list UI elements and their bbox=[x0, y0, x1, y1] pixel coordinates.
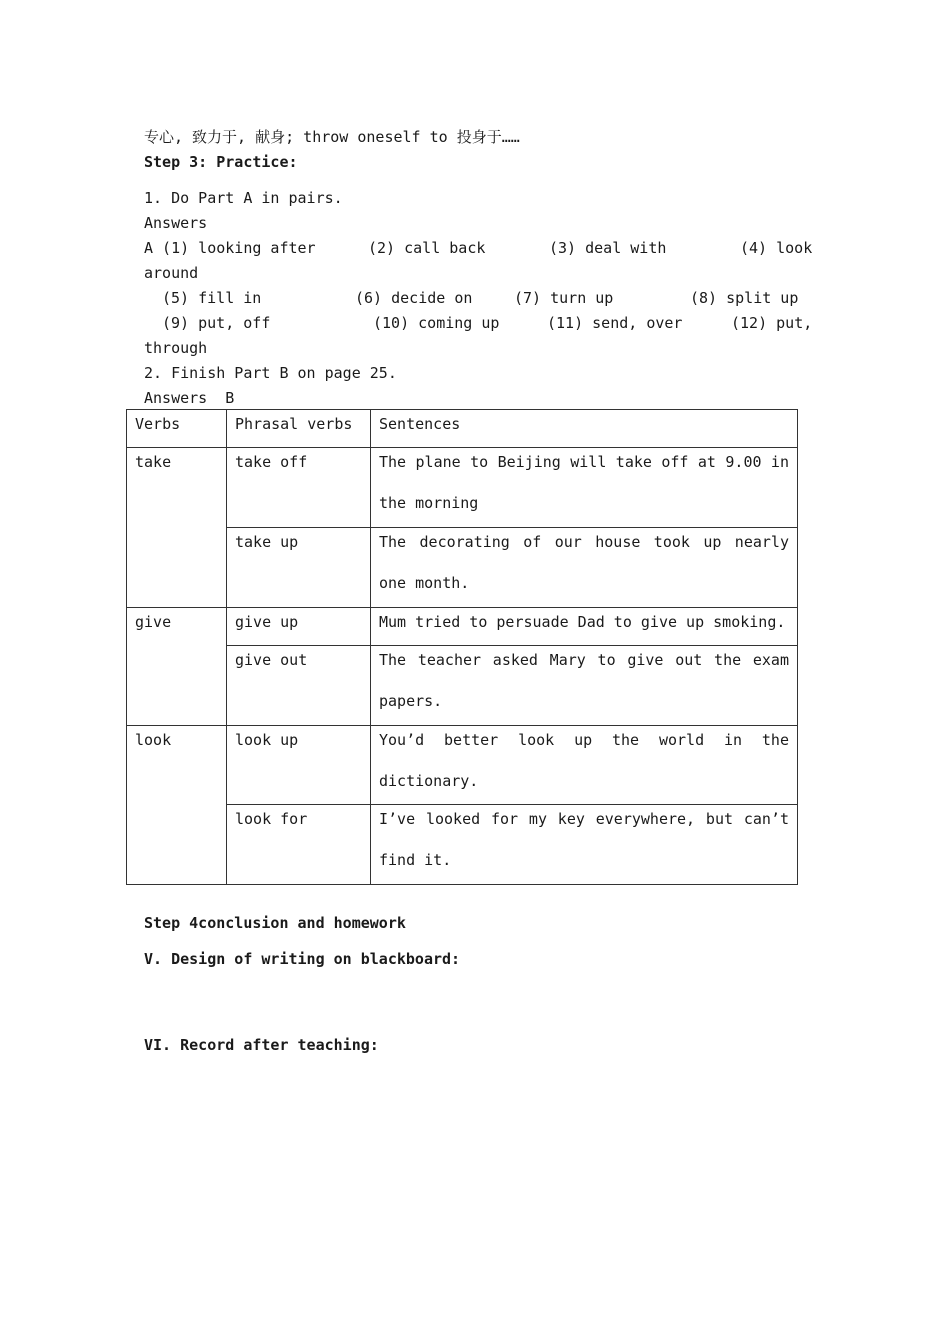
table-row bbox=[127, 726, 798, 805]
sentence-cell: Mum tried to persuade Dad to give up smoking. bbox=[371, 608, 798, 646]
section6-heading: VI. Record after teaching: bbox=[144, 1036, 379, 1054]
table-row bbox=[127, 528, 798, 608]
part-a-answer: (10) coming up bbox=[373, 314, 500, 332]
part-a-answer: (12) put, bbox=[731, 314, 813, 332]
part-a-prefix: A (1) looking after bbox=[144, 239, 316, 257]
item2-text: 2. Finish Part B on page 25. bbox=[144, 364, 397, 382]
verb-cell: take bbox=[127, 448, 227, 608]
phrasal-cell: look for bbox=[227, 805, 371, 885]
part-a-answer: (2) call back bbox=[368, 239, 486, 257]
phrasal-cell: look up bbox=[227, 726, 371, 805]
table-row bbox=[127, 646, 798, 726]
phrasal-cell: take off bbox=[227, 448, 371, 528]
part-a-answer: (4) look bbox=[740, 239, 813, 257]
verb-cell: look bbox=[127, 726, 227, 885]
part-a-answer: (3) deal with bbox=[549, 239, 667, 257]
part-a-row1-wrap: around bbox=[144, 264, 199, 282]
phrasal-verbs-table bbox=[126, 409, 798, 885]
part-a-answer: (8) split up bbox=[690, 289, 799, 307]
answers-b-label: Answers B bbox=[144, 389, 235, 407]
table-header-cell: Sentences bbox=[371, 410, 798, 448]
part-a-row3-wrap: through bbox=[144, 339, 208, 357]
sentence-cell: The teacher asked Mary to give out the exam papers. bbox=[371, 646, 798, 726]
phrasal-cell: give up bbox=[227, 608, 371, 646]
step3-heading: Step 3: Practice: bbox=[144, 153, 298, 171]
part-a-answer: (9) put, off bbox=[162, 314, 271, 332]
part-a-answer: (11) send, over bbox=[547, 314, 683, 332]
table-header-cell: Verbs bbox=[127, 410, 227, 448]
table-row bbox=[127, 448, 798, 528]
sentence-cell: I’ve looked for my key everywhere, but can’t find it. bbox=[371, 805, 798, 885]
verb-cell: give bbox=[127, 608, 227, 726]
part-a-answer: (5) fill in bbox=[162, 289, 262, 307]
item1-text: 1. Do Part A in pairs. bbox=[144, 189, 343, 207]
phrasal-cell: give out bbox=[227, 646, 371, 726]
part-a-answer: (7) turn up bbox=[514, 289, 614, 307]
table-row bbox=[127, 805, 798, 885]
sentence-cell: The decorating of our house took up nearly one month. bbox=[371, 528, 798, 608]
sentence-cell: You’d better look up the world in the dictionary. bbox=[371, 726, 798, 805]
answers-label: Answers bbox=[144, 214, 208, 232]
phrasal-cell: take up bbox=[227, 528, 371, 608]
part-a-answer: (6) decide on bbox=[355, 289, 473, 307]
sentence-cell: The plane to Beijing will take off at 9.00 in the morning bbox=[371, 448, 798, 528]
section5-heading: V. Design of writing on blackboard: bbox=[144, 950, 461, 968]
table-header-cell: Phrasal verbs bbox=[227, 410, 371, 448]
step4-heading: Step 4conclusion and homework bbox=[144, 914, 406, 932]
intro-line: 专心, 致力于, 献身; throw oneself to 投身于…… bbox=[144, 128, 520, 146]
